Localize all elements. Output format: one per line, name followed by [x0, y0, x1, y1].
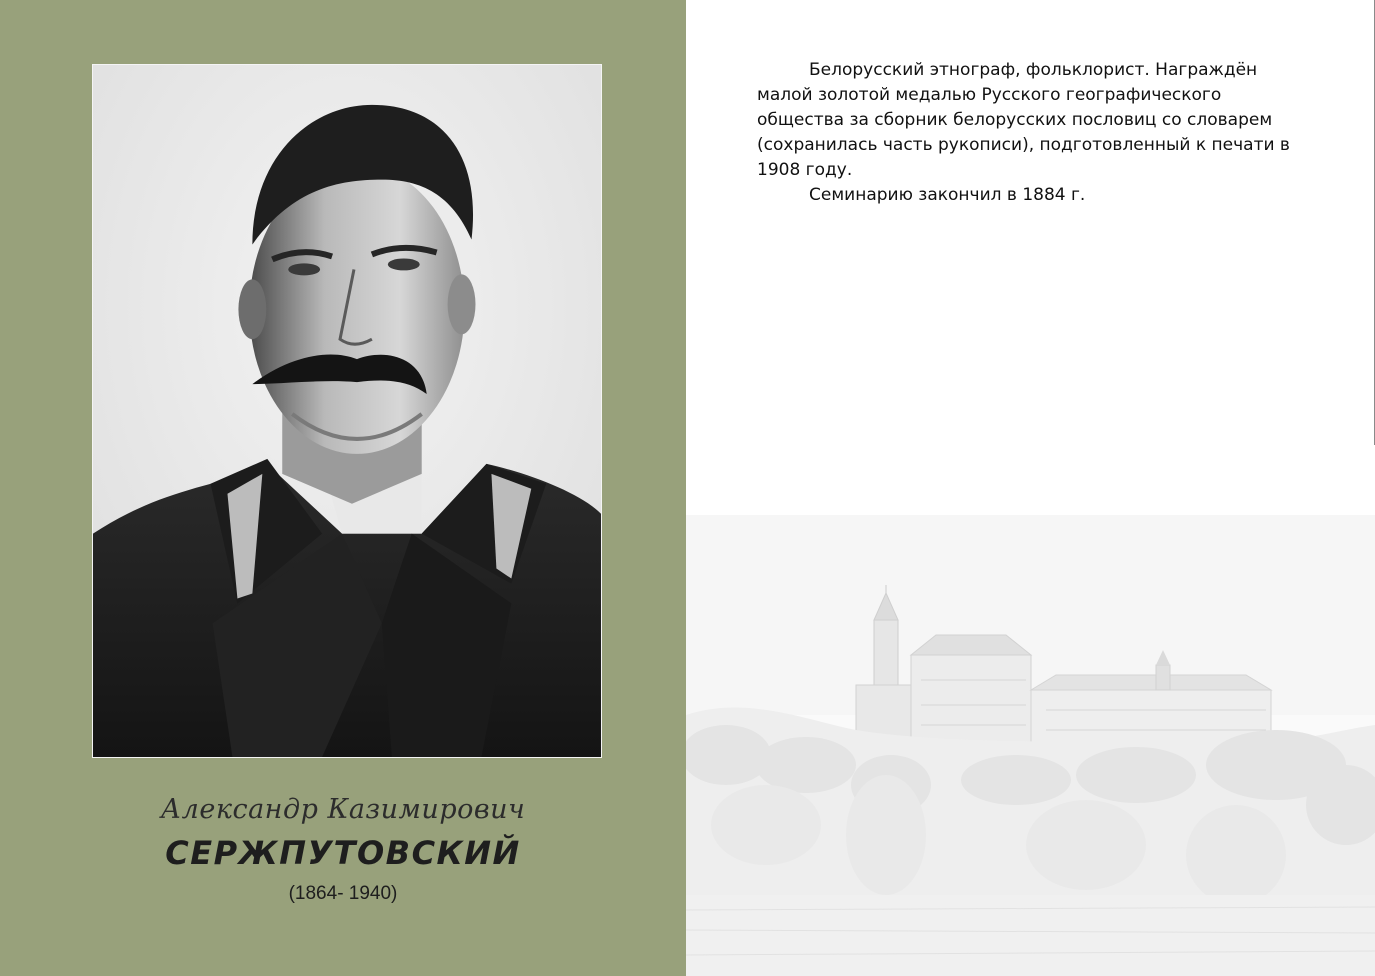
- portrait-photo: [92, 64, 602, 758]
- biography-paragraph-1: Белорусский этнограф, фольклорист. Награждён малой золотой медалью Русского географического общества за сборник белорусских пословиц со словарем (сохранилась часть рукописи), подготовленный к печати в 1908 году.: [757, 60, 1290, 180]
- biography-paragraph-2: Семинарию закончил в 1884 г.: [809, 185, 1086, 205]
- portrait-photo-icon: [93, 65, 601, 757]
- biography-text: [757, 58, 1297, 208]
- life-years: (1864- 1940): [288, 883, 398, 904]
- engraving-landscape-icon: [686, 515, 1375, 976]
- person-name: Александр Казимирович: [160, 794, 526, 825]
- person-surname: СЕРЖПУТОВСКИЙ: [165, 834, 521, 872]
- background-engraving: [686, 515, 1375, 976]
- right-page: [686, 0, 1375, 976]
- left-page: [0, 0, 686, 976]
